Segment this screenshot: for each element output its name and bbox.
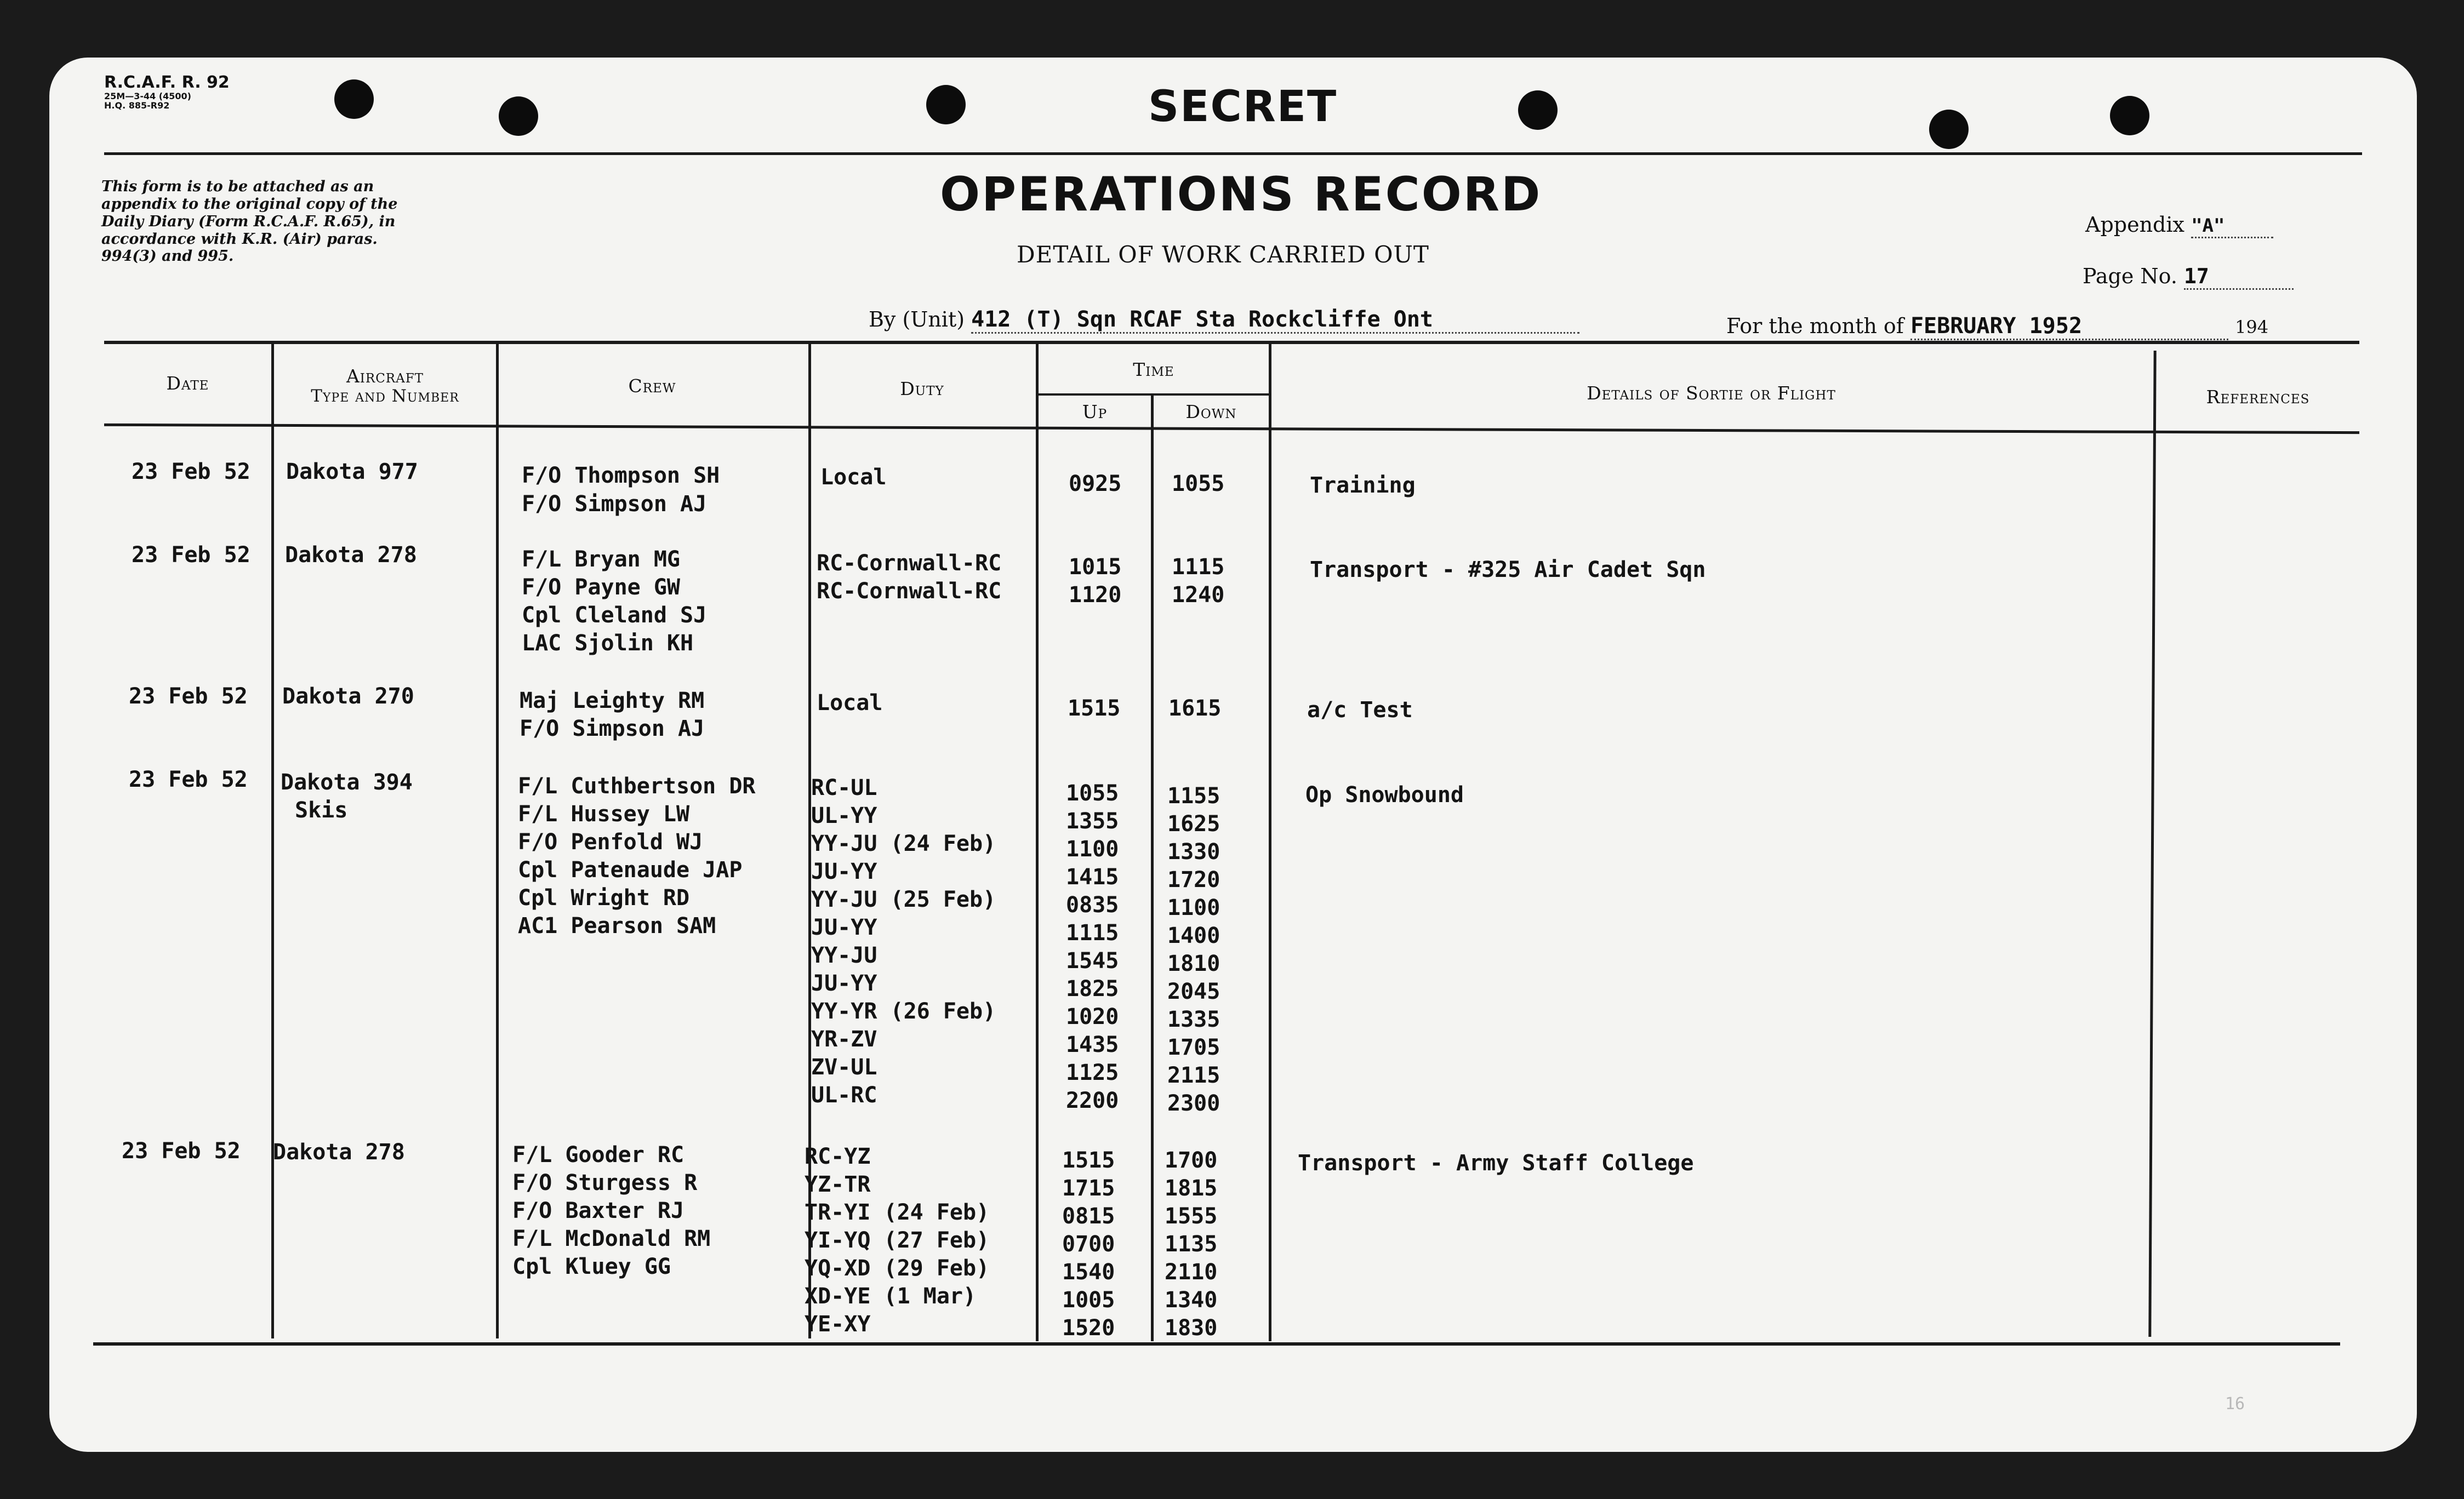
entry-5-duty: YI-YQ (27 Feb) [805,1228,990,1253]
entry-2-down: 1240 [1172,582,1225,608]
entry-1-crew: F/O Thompson SH [522,463,720,488]
entry-5-crew: Cpl Kluey GG [512,1254,671,1279]
form-subtitle: DETAIL OF WORK CARRIED OUT [1017,241,1429,268]
entry-4-up: 1825 [1066,976,1119,1002]
entry-4-up: 1435 [1066,1032,1119,1057]
header-aircraft [274,366,496,407]
entry-4-down: 1155 [1167,783,1220,809]
entry-4-aircraft: Dakota 394 [281,770,413,795]
punch-hole [926,85,966,124]
entry-4-up: 2200 [1066,1088,1119,1113]
appendix-label: Appendix [2085,213,2184,237]
page-number-value: 17 [2184,264,2294,290]
col-divider [1269,344,1271,1341]
entry-3-duty: Local [817,690,883,716]
entry-4-down: 1330 [1167,839,1220,865]
entry-3-crew: F/O Simpson AJ [520,716,705,741]
entry-4-crew: Cpl Patenaude JAP [518,857,743,883]
entry-5-duty: YZ-TR [805,1172,871,1197]
bleed-through-marks [822,211,834,233]
unit-value: 412 (T) Sqn RCAF Sta Rockcliffe Ont [971,307,1579,334]
form-code-main: R.C.A.F. R. 92 [104,73,230,92]
header-up: Up [1082,401,1108,422]
month-label: For the month of [1726,314,1904,338]
year-suffix: 194 [2235,317,2269,337]
entry-4-crew: F/O Penfold WJ [518,829,703,855]
entry-2-crew: F/O Payne GW [522,575,680,600]
header-aircraft-line1: Aircraft [346,365,424,387]
entry-5-down: 2110 [1165,1260,1218,1285]
entry-2-up: 1120 [1069,582,1122,608]
table-top-rule [104,341,2359,344]
punch-hole [2110,96,2149,135]
page-number-label: Page No. [2083,264,2177,288]
header-crew: Crew [628,375,676,397]
entry-4-aircraft-note: Skis [295,798,348,823]
appendix-value: "A" [2191,215,2273,238]
entry-5-down: 1340 [1165,1288,1218,1313]
footer-page-number: 16 [2225,1394,2245,1414]
entry-1-duty: Local [820,465,887,490]
entry-1-date: 23 Feb 52 [132,459,250,484]
entry-4-up: 0835 [1066,892,1119,918]
entry-2-crew: LAC Sjolin KH [522,631,694,656]
punch-hole [1518,90,1558,130]
entry-3-down: 1615 [1168,696,1222,721]
entry-4-duty: YR-ZV [811,1027,877,1052]
entry-4-up: 1020 [1066,1004,1119,1029]
punch-hole [1929,110,1969,149]
entry-4-duty: ZV-UL [811,1055,877,1080]
entry-4-duty: YY-JU [811,943,877,968]
col-divider [1036,344,1039,1341]
entry-4-duty: JU-YY [811,971,877,996]
entry-1-down: 1055 [1172,471,1225,496]
entry-4-crew: Cpl Wright RD [518,885,690,911]
entry-3-aircraft: Dakota 270 [282,684,414,709]
entry-4-duty: YY-YR (26 Feb) [811,999,996,1024]
entry-5-up: 1540 [1062,1260,1115,1285]
entry-4-date: 23 Feb 52 [129,767,248,792]
entry-4-up: 1355 [1066,809,1119,834]
entry-5-crew: F/O Sturgess R [512,1170,698,1195]
entry-1-aircraft: Dakota 977 [286,459,418,484]
entry-5-up: 1005 [1062,1288,1115,1313]
header-duty: Duty [900,378,944,399]
entry-4-up: 1415 [1066,865,1119,890]
form-title: OPERATIONS RECORD [940,167,1542,222]
attach-instruction-note: This form is to be attached as an appendix to the original copy of the Daily Diary (Form R.C.A.F. R.65), in accordance with K.R. (Air) paras. 994(3) and 995. [101,178,398,265]
entry-4-up: 1545 [1066,948,1119,974]
entry-4-crew: AC1 Pearson SAM [518,913,716,939]
entry-4-up: 1125 [1066,1060,1119,1085]
entry-4-down: 1720 [1167,867,1220,892]
entry-5-down: 1830 [1165,1315,1218,1341]
entry-5-aircraft: Dakota 278 [273,1140,405,1165]
header-references: References [2206,386,2310,408]
entry-4-up: 1115 [1066,920,1119,946]
entry-5-duty: TR-YI (24 Feb) [805,1200,990,1225]
entry-4-down: 1400 [1167,923,1220,948]
entry-3-crew: Maj Leighty RM [520,688,705,713]
entry-2-details: Transport - #325 Air Cadet Sqn [1310,557,1706,582]
month-field [1726,313,2268,340]
entry-4-down: 2300 [1167,1091,1220,1116]
form-code-line3: H.Q. 885-R92 [104,100,170,111]
header-time: Time [1133,359,1174,380]
entry-5-crew: F/L McDonald RM [512,1226,711,1251]
time-subheader-rule [1039,393,1269,396]
entry-3-details: a/c Test [1307,697,1413,723]
entry-4-crew: F/L Hussey LW [518,802,690,827]
entry-4-duty: RC-UL [811,775,877,800]
entry-4-down: 1100 [1167,895,1220,920]
entry-4-duty: UL-YY [811,803,877,828]
top-rule [104,152,2362,155]
entry-2-down: 1115 [1172,554,1225,580]
header-date: Date [166,373,209,394]
entry-2-date: 23 Feb 52 [132,542,250,568]
entry-5-crew: F/O Baxter RJ [512,1198,685,1223]
entry-5-date: 23 Feb 52 [122,1138,241,1164]
entry-5-duty: RC-YZ [805,1144,871,1169]
entry-5-duty: XD-YE (1 Mar) [805,1284,977,1309]
header-details: Details of Sortie or Flight [1587,382,1836,404]
entry-2-crew: Cpl Cleland SJ [522,603,707,628]
entry-4-details: Op Snowbound [1305,782,1464,808]
entry-2-duty: RC-Cornwall-RC [817,579,1002,604]
entry-4-up: 1055 [1066,781,1119,806]
entry-4-duty: UL-RC [811,1083,877,1108]
month-value: FEBRUARY 1952 [1910,313,2228,340]
entry-5-duty: YE-XY [805,1312,871,1337]
entry-4-duty: JU-YY [811,859,877,884]
entry-1-details: Training [1310,473,1416,498]
table-bottom-rule [93,1342,2340,1346]
form-code [104,74,230,111]
entry-3-up: 1515 [1068,696,1121,721]
entry-4-duty: JU-YY [811,915,877,940]
unit-field [869,307,1579,334]
header-down: Down [1185,401,1237,422]
page-number-field [2083,264,2294,290]
appendix-field [2085,213,2273,238]
entry-4-duty: YY-JU (24 Feb) [811,831,996,856]
entry-2-crew: F/L Bryan MG [522,547,680,572]
entry-5-crew: F/L Gooder RC [512,1142,685,1168]
entry-4-down: 1810 [1167,951,1220,976]
entry-2-up: 1015 [1069,554,1122,580]
entry-4-down: 1625 [1167,811,1220,837]
entry-5-down: 1700 [1165,1148,1218,1173]
entry-1-up: 0925 [1069,471,1122,496]
entry-4-up: 1100 [1066,837,1119,862]
col-divider [1151,393,1154,1341]
entry-5-down: 1135 [1165,1232,1218,1257]
col-divider [496,344,499,1338]
entry-3-date: 23 Feb 52 [129,684,248,709]
entry-5-down: 1815 [1165,1176,1218,1201]
entry-2-duty: RC-Cornwall-RC [817,551,1002,576]
entry-5-up: 0815 [1062,1204,1115,1229]
punch-hole [334,79,374,119]
punch-hole [499,96,538,136]
entry-5-up: 1715 [1062,1176,1115,1201]
entry-5-details: Transport - Army Staff College [1298,1151,1694,1176]
classification-marking: SECRET [1148,82,1338,131]
entry-4-crew: F/L Cuthbertson DR [518,774,756,799]
unit-label: By (Unit) [869,307,965,331]
entry-1-crew: F/O Simpson AJ [522,491,707,517]
entry-5-up: 0700 [1062,1232,1115,1257]
entry-4-down: 2115 [1167,1063,1220,1088]
entry-4-down: 2045 [1167,979,1220,1004]
entry-5-duty: YQ-XD (29 Feb) [805,1256,990,1281]
entry-4-down: 1335 [1167,1007,1220,1032]
entry-4-down: 1705 [1167,1035,1220,1060]
entry-4-duty: YY-JU (25 Feb) [811,887,996,912]
header-aircraft-line2: Type and Number [311,386,459,406]
col-divider [271,344,274,1338]
form-code-line2: 25M—3-44 (4500) [104,90,191,101]
entry-5-up: 1515 [1062,1148,1115,1173]
entry-5-down: 1555 [1165,1204,1218,1229]
entry-2-aircraft: Dakota 278 [285,542,417,568]
entry-5-up: 1520 [1062,1315,1115,1341]
